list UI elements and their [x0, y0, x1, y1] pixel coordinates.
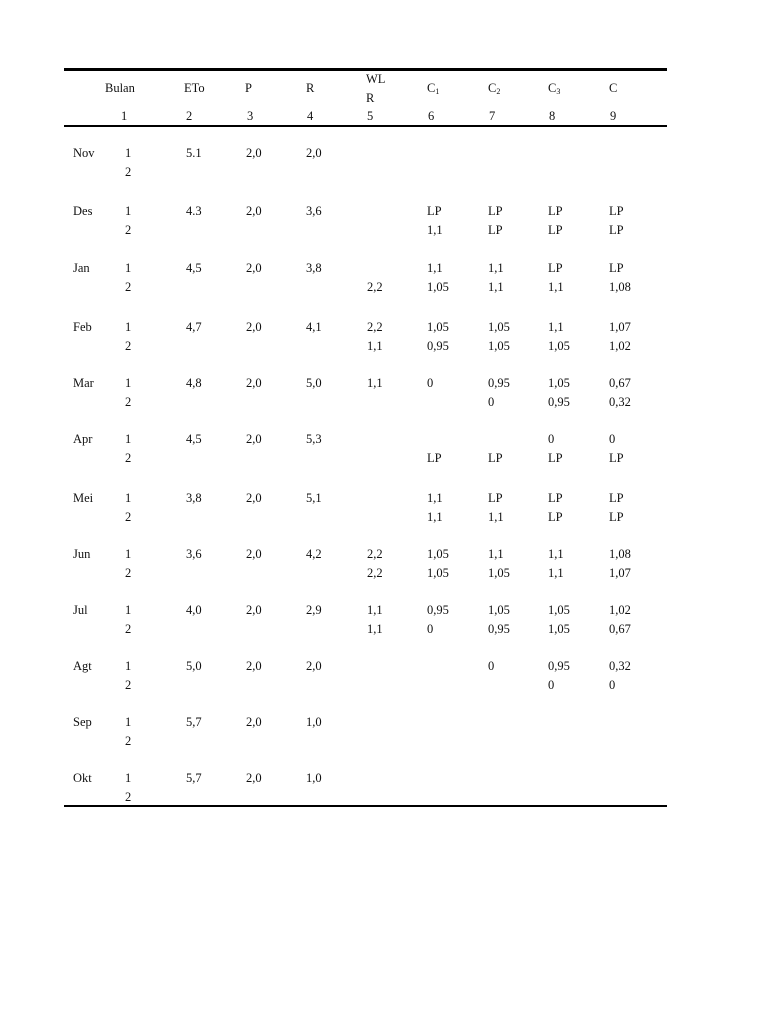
cell-c2-1: 1,1: [488, 547, 504, 561]
cell-month: Jan: [73, 261, 90, 275]
cell-month: Des: [73, 204, 93, 218]
cell-c1-1: 0: [427, 376, 434, 390]
cell-c1-1: 1,1: [427, 261, 443, 275]
cell-c2-1: 1,1: [488, 261, 504, 275]
header-num-4: 4: [307, 109, 314, 123]
cell-c3-2: LP: [548, 223, 563, 237]
cell-c1-2: 1,05: [427, 280, 449, 294]
cell-c2-2: 1,05: [488, 339, 510, 353]
cell-c1-2: LP: [427, 451, 442, 465]
cell-c2-1: 0,95: [488, 376, 510, 390]
cell-c-1: LP: [609, 491, 624, 505]
cell-sub-1: 1: [125, 715, 132, 729]
cell-r: 2,0: [306, 146, 322, 160]
cell-c3-2: 1,05: [548, 622, 570, 636]
cell-c2-1: 1,05: [488, 603, 510, 617]
cell-sub-1: 1: [125, 771, 132, 785]
cell-month: Okt: [73, 771, 92, 785]
cell-sub-1: 1: [125, 320, 132, 334]
cell-eto: 4,8: [186, 376, 202, 390]
header-eto: ETo: [184, 81, 205, 95]
cell-c3-1: 1,05: [548, 376, 570, 390]
cell-p: 2,0: [246, 659, 262, 673]
header-bulan: Bulan: [105, 81, 135, 95]
cell-c2-2: 1,1: [488, 510, 504, 524]
cell-c1-1: 1,05: [427, 547, 449, 561]
cell-month: Mar: [73, 376, 94, 390]
header-num-2: 2: [186, 109, 193, 123]
cell-c3-1: 1,05: [548, 603, 570, 617]
cell-sub-2: 2: [125, 790, 132, 804]
table-top-rule: [64, 68, 667, 71]
cell-r: 5,0: [306, 376, 322, 390]
cell-c3-1: 1,1: [548, 320, 564, 334]
cell-r: 5,3: [306, 432, 322, 446]
header-num-6: 6: [428, 109, 435, 123]
cell-month: Apr: [73, 432, 93, 446]
header-wlr-line1: WL: [366, 72, 386, 86]
cell-month: Agt: [73, 659, 92, 673]
cell-month: Feb: [73, 320, 92, 334]
cell-sub-1: 1: [125, 261, 132, 275]
cell-c-2: 0: [609, 678, 616, 692]
cell-c1-2: 1,05: [427, 566, 449, 580]
cell-sub-2: 2: [125, 339, 132, 353]
cell-sub-1: 1: [125, 603, 132, 617]
cell-sub-2: 2: [125, 223, 132, 237]
cell-c1-1: LP: [427, 204, 442, 218]
cell-r: 2,9: [306, 603, 322, 617]
cell-c3-1: LP: [548, 204, 563, 218]
cell-eto: 4,0: [186, 603, 202, 617]
cell-c1-2: 1,1: [427, 510, 443, 524]
cell-sub-1: 1: [125, 146, 132, 160]
cell-c3-1: 0: [548, 432, 555, 446]
cell-p: 2,0: [246, 491, 262, 505]
cell-c1-2: 0,95: [427, 339, 449, 353]
cell-eto: 5,7: [186, 715, 202, 729]
cell-sub-2: 2: [125, 678, 132, 692]
cell-c-2: 0,32: [609, 395, 631, 409]
cell-month: Jul: [73, 603, 88, 617]
cell-sub-2: 2: [125, 280, 132, 294]
cell-c2-2: LP: [488, 223, 503, 237]
cell-eto: 3,6: [186, 547, 202, 561]
cell-p: 2,0: [246, 771, 262, 785]
cell-p: 2,0: [246, 547, 262, 561]
cell-c-1: 1,08: [609, 547, 631, 561]
cell-c3-1: LP: [548, 491, 563, 505]
cell-c3-2: 1,1: [548, 566, 564, 580]
cell-eto: 3,8: [186, 491, 202, 505]
table-header-rule: [64, 125, 667, 127]
cell-c3-1: 0,95: [548, 659, 570, 673]
table-bottom-rule: [64, 805, 667, 807]
cell-c-2: 1,07: [609, 566, 631, 580]
cell-r: 3,8: [306, 261, 322, 275]
cell-eto: 4,5: [186, 261, 202, 275]
cell-sub-2: 2: [125, 165, 132, 179]
cell-p: 2,0: [246, 376, 262, 390]
cell-sub-2: 2: [125, 566, 132, 580]
cell-c3-2: 1,1: [548, 280, 564, 294]
cell-eto: 5,0: [186, 659, 202, 673]
cell-sub-2: 2: [125, 734, 132, 748]
cell-r: 2,0: [306, 659, 322, 673]
cell-c-2: 1,02: [609, 339, 631, 353]
cell-c3-1: 1,1: [548, 547, 564, 561]
cell-c-2: LP: [609, 510, 624, 524]
cell-r: 3,6: [306, 204, 322, 218]
header-num-8: 8: [549, 109, 556, 123]
cell-sub-2: 2: [125, 395, 132, 409]
cell-c1-2: 0: [427, 622, 434, 636]
cell-c2-1: LP: [488, 204, 503, 218]
cell-c1-1: 1,1: [427, 491, 443, 505]
cell-sub-1: 1: [125, 659, 132, 673]
cell-p: 2,0: [246, 261, 262, 275]
cell-r: 5,1: [306, 491, 322, 505]
cell-wlr-1: 2,2: [367, 320, 383, 334]
cell-p: 2,0: [246, 320, 262, 334]
cell-sub-1: 1: [125, 547, 132, 561]
cell-p: 2,0: [246, 204, 262, 218]
cell-c-2: LP: [609, 223, 624, 237]
cell-r: 1,0: [306, 771, 322, 785]
header-c3: $C_3$: [548, 81, 561, 96]
cell-c2-1: 1,05: [488, 320, 510, 334]
header-wlr-line2: R: [366, 91, 375, 105]
cell-c1-2: 1,1: [427, 223, 443, 237]
cell-c3-2: LP: [548, 451, 563, 465]
cell-wlr-2: 1,1: [367, 622, 383, 636]
cell-sub-2: 2: [125, 510, 132, 524]
cell-eto: 5,7: [186, 771, 202, 785]
cell-sub-2: 2: [125, 622, 132, 636]
header-c2: $C_2$: [488, 81, 501, 96]
cell-c-1: 0,67: [609, 376, 631, 390]
header-num-7: 7: [489, 109, 496, 123]
cell-c2-2: 1,05: [488, 566, 510, 580]
cell-month: Jun: [73, 547, 91, 561]
cell-sub-1: 1: [125, 376, 132, 390]
cell-wlr-2: 2,2: [367, 566, 383, 580]
cell-r: 4,2: [306, 547, 322, 561]
cell-p: 2,0: [246, 432, 262, 446]
header-num-3: 3: [247, 109, 254, 123]
cell-wlr-1: 1,1: [367, 603, 383, 617]
header-c: C: [609, 81, 618, 95]
cell-c-2: LP: [609, 451, 624, 465]
cell-p: 2,0: [246, 146, 262, 160]
cell-c-1: LP: [609, 204, 624, 218]
cell-sub-1: 1: [125, 432, 132, 446]
cell-c2-2: 1,1: [488, 280, 504, 294]
cell-c-1: 0,32: [609, 659, 631, 673]
cell-c1-1: 0,95: [427, 603, 449, 617]
cell-sub-1: 1: [125, 204, 132, 218]
cell-month: Nov: [73, 146, 95, 160]
cell-c-2: 1,08: [609, 280, 631, 294]
cell-c-1: 0: [609, 432, 616, 446]
cell-c2-1: LP: [488, 491, 503, 505]
cell-c2-2: LP: [488, 451, 503, 465]
cell-c-1: 1,07: [609, 320, 631, 334]
cell-eto: 5.1: [186, 146, 202, 160]
cell-eto: 4,7: [186, 320, 202, 334]
cell-c1-1: 1,05: [427, 320, 449, 334]
cell-c2-2: 0: [488, 395, 495, 409]
cell-wlr-1: 1,1: [367, 376, 383, 390]
cell-c3-1: LP: [548, 261, 563, 275]
cell-p: 2,0: [246, 715, 262, 729]
cell-p: 2,0: [246, 603, 262, 617]
header-c1: $C_1$: [427, 81, 440, 96]
cell-wlr-2: 2,2: [367, 280, 383, 294]
header-num-9: 9: [610, 109, 617, 123]
cell-c-1: 1,02: [609, 603, 631, 617]
cell-sub-1: 1: [125, 491, 132, 505]
cell-eto: 4,5: [186, 432, 202, 446]
cell-c3-2: 0,95: [548, 395, 570, 409]
cell-c-1: LP: [609, 261, 624, 275]
cell-eto: 4.3: [186, 204, 202, 218]
cell-c3-2: 1,05: [548, 339, 570, 353]
header-num-1: 1: [121, 109, 128, 123]
header-p: P: [245, 81, 252, 95]
cell-c2-1: 0: [488, 659, 495, 673]
header-num-5: 5: [367, 109, 374, 123]
cell-wlr-2: 1,1: [367, 339, 383, 353]
cell-c2-2: 0,95: [488, 622, 510, 636]
cell-c-2: 0,67: [609, 622, 631, 636]
header-r: R: [306, 81, 315, 95]
cell-month: Mei: [73, 491, 94, 505]
cell-wlr-1: 2,2: [367, 547, 383, 561]
cell-month: Sep: [73, 715, 92, 729]
cell-sub-2: 2: [125, 451, 132, 465]
cell-r: 1,0: [306, 715, 322, 729]
cell-c3-2: LP: [548, 510, 563, 524]
cell-c3-2: 0: [548, 678, 555, 692]
cell-r: 4,1: [306, 320, 322, 334]
